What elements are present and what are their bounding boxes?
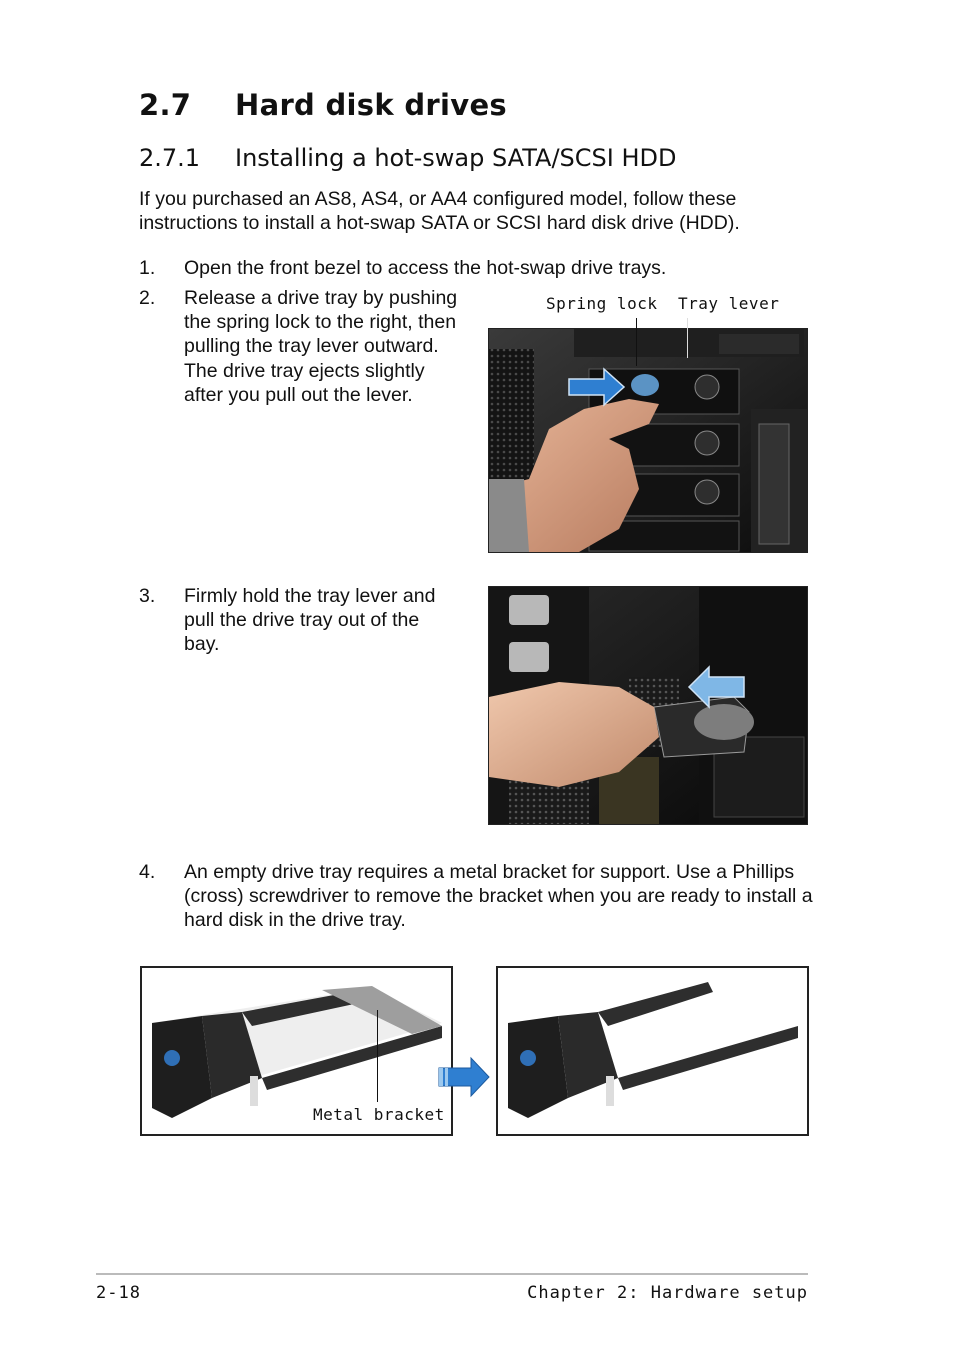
section-title: Hard disk drives (235, 88, 507, 122)
metal-bracket-leader (377, 1010, 378, 1102)
subsection-heading (139, 144, 676, 172)
photo-release-drive-tray (488, 328, 808, 553)
step-1-number: 1. (139, 257, 156, 279)
figure-tray-without-bracket (496, 966, 809, 1136)
photo-pull-drive-tray (488, 586, 808, 825)
intro-paragraph: If you purchased an AS8, AS4, or AA4 configured model, follow these instructions to install a hot-swap SATA or SCSI hard disk drive (HDD). (139, 188, 740, 235)
tray-lever-callout: Tray lever (678, 294, 780, 313)
step-4-number: 4. (139, 861, 156, 883)
footer-rule (96, 1273, 808, 1275)
right-arrow-icon (437, 1056, 491, 1098)
section-number: 2.7 (139, 88, 192, 122)
tray-lever-leader (687, 318, 688, 358)
step-2-text: Release a drive tray by pushing the spring lock to the right, then pulling the tray lever outward. The drive tray ejects slightly after you pull out the lever. (184, 287, 458, 406)
step-1-text: Open the front bezel to access the hot-swap drive trays. (184, 257, 667, 279)
subsection-number: 2.7.1 (139, 144, 201, 172)
spring-lock-leader (636, 318, 637, 366)
step-3-number: 3. (139, 585, 156, 607)
step-2-number: 2. (139, 287, 156, 309)
chapter-title: Chapter 2: Hardware setup (527, 1283, 808, 1303)
page-number: 2-18 (96, 1283, 141, 1303)
tray-without-bracket-illustration (498, 968, 807, 1134)
subsection-title: Installing a hot-swap SATA/SCSI HDD (235, 144, 677, 172)
step-4-text: An empty drive tray requires a metal bracket for support. Use a Phillips (cross) screwdriver to remove the bracket when you are ready to install a hard disk in the drive tray. (184, 861, 813, 932)
section-heading (139, 88, 507, 122)
metal-bracket-callout: Metal bracket (313, 1105, 445, 1124)
pull-tray-illustration (489, 587, 807, 824)
step-3-text: Firmly hold the tray lever and pull the drive tray out of the bay. (184, 585, 436, 656)
release-tray-illustration (489, 329, 807, 552)
spring-lock-callout: Spring lock (546, 294, 658, 313)
